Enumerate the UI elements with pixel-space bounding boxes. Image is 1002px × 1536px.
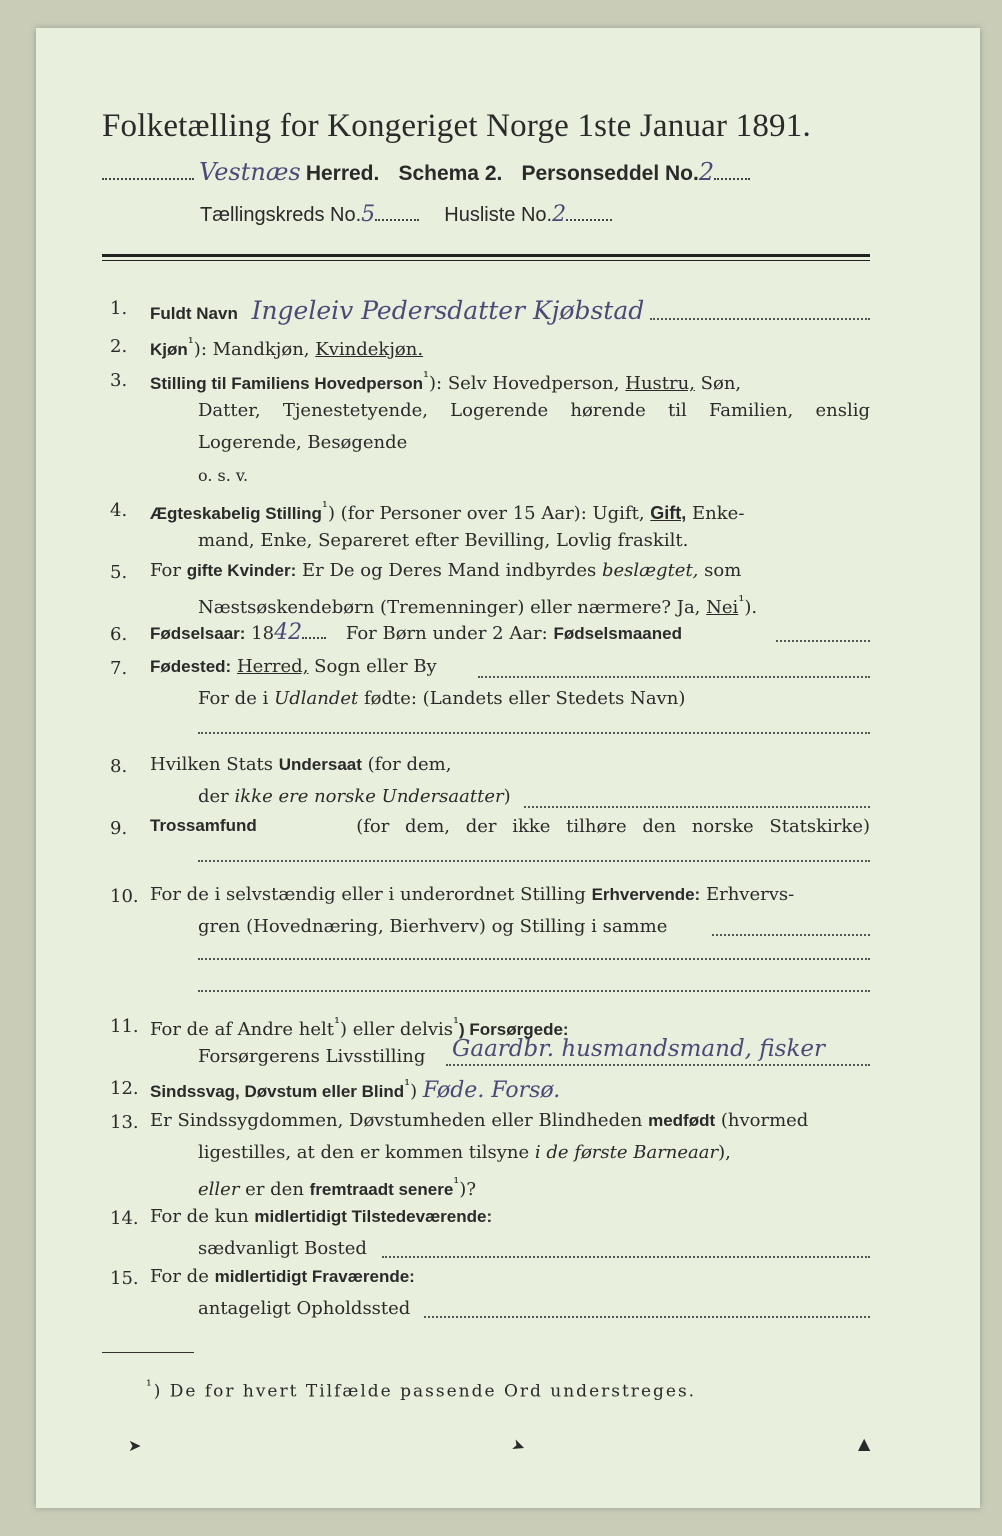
item-15 [150,1266,415,1287]
birth-year-label: Fødselsaar: [150,624,246,643]
item-3: Stilling til Familiens Hovedperson$^{^1}$): Selv Hovedperson, Hustru, Søn, [150,368,742,394]
item-text: For de kun [150,1206,249,1227]
dependents-label: ) Forsørgede: [459,1020,569,1039]
dotted-line [382,1256,870,1258]
dotted-line [566,218,612,221]
item-text: For Børn under 2 Aar: [345,623,548,644]
item-text: For de af Andre helt [150,1019,335,1040]
item-text: (for dem, [367,754,452,775]
item-3-line2: Datter, Tjenestetyende, Logerende hørende til Familien, enslig [198,400,870,421]
item-text: ), [718,1142,731,1163]
item-number: 11. [110,1016,139,1037]
birthplace-label: Fødested: [150,657,232,676]
footnote [146,1378,696,1402]
item-text: (for dem, der ikke tilhøre den norske Statskirke) [356,816,870,837]
item-6 [150,620,682,645]
item-2 [150,334,423,360]
dotted-line [198,860,870,862]
form-title: Folketælling for Kongeriget Norge 1ste Januar 1891. [102,108,811,144]
gender-options: ): Mandkjøn, [193,339,310,360]
religion-label: Trossamfund [150,816,257,835]
item-15-line2: antageligt Opholdssted [198,1298,411,1319]
item-number: 2. [110,336,128,357]
congenital-label: medfødt [648,1111,716,1130]
item-10 [150,884,794,905]
temporary-present-label: midlertidigt Tilstedeværende: [254,1207,493,1226]
birthplace-selected: Herred, [236,656,309,677]
item-text: ): Selv Hovedperson, [429,373,620,394]
gender-selected: Kvindekjøn. [315,339,424,360]
item-text: ) [503,786,511,807]
item-text: Er De og Deres Mand indbyrdes [301,560,597,581]
gender-label: Kjøn [150,340,188,359]
header-rule [102,254,870,257]
birth-month-label: Fødselsmaaned [553,624,682,643]
personseddel-value: 2 [698,158,715,186]
temporary-absent-label: midlertidigt Fraværende: [214,1267,415,1286]
marital-status-selected: Gift, [650,503,687,523]
item-text: ligestilles, at den er kommen tilsyne [198,1142,530,1163]
herred-value: Vestnæs [199,158,301,186]
item-number: 5. [110,562,128,583]
citizenship-label: Undersaat [278,755,362,774]
husliste-value: 2 [552,202,567,227]
item-13-line3: eller er den fremtraadt senere$^{^1}$)? [198,1174,476,1200]
item-number: 10. [110,886,139,907]
item-text: Hvilken Stats [150,754,274,775]
dotted-line [446,1064,870,1066]
item-14-line2: sædvanligt Bosted [198,1238,367,1259]
item-number: 8. [110,756,128,777]
item-number: 1. [110,298,128,319]
item-12: Sindssvag, Døvstum eller Blind$^{^1}$) Føde. Forsø. [150,1076,561,1103]
husliste-label: Husliste No. [444,204,553,226]
item-3-line3: Logerende, Besøgende [198,432,408,453]
item-text: i de første Barneaar [534,1142,719,1163]
item-number: 15. [110,1268,139,1289]
schema-label: Schema 2. [398,162,503,185]
item-text: For de [150,1266,209,1287]
later-onset-label: fremtraadt senere [309,1180,454,1199]
full-name-label: Fuldt Navn [150,304,238,323]
item-14 [150,1206,492,1227]
item-text: eller [198,1179,240,1200]
item-text: ) eller delvis [340,1019,454,1040]
item-13-line2 [198,1142,731,1163]
item-1 [150,296,644,325]
item-number: 6. [110,624,128,645]
dotted-line [650,318,870,320]
item-5 [150,560,741,581]
family-position-label: Stilling til Familiens Hovedperson [150,374,423,393]
item-text: ). [744,597,758,618]
item-text: ikke ere norske Undersaatter [234,786,504,807]
dotted-line [524,806,870,808]
item-number: 9. [110,818,128,839]
item-text: der [198,786,229,807]
item-text: Erhvervs- [705,884,795,905]
dotted-line [302,636,326,639]
register-mark-icon: ➤ [128,1436,142,1455]
dotted-line [198,732,870,734]
item-13 [150,1110,808,1131]
dotted-line [424,1316,870,1318]
item-text: Sogn eller By [314,656,437,677]
dotted-line [102,177,194,180]
dotted-line [712,934,870,936]
marital-status-label: Ægteskabelig Stilling [150,504,322,523]
item-text: For [150,560,181,581]
kreds-value: 5 [361,202,376,227]
item-text: er den [245,1179,304,1200]
kreds-label: Tællingskreds No. [200,204,362,226]
item-9 [150,816,870,837]
item-text: ) [410,1081,418,1102]
herred-label: Herred. [305,162,380,185]
dotted-line [714,177,750,180]
disability-label: Sindssvag, Døvstum eller Blind [150,1082,405,1101]
footnote-rule [102,1352,194,1353]
item-4: Ægteskabelig Stilling$^{^1}$) (for Personer over 15 Aar): Ugift, Gift, Enke- [150,498,745,524]
full-name-value: Ingeleiv Pedersdatter Kjøbstad [251,296,645,325]
item-number: 14. [110,1208,139,1229]
item-number: 4. [110,500,128,521]
register-mark-icon: ▲ [858,1434,871,1453]
item-number: 7. [110,658,128,679]
register-mark-icon: ➤ [509,1434,529,1457]
item-text: Er Sindssygdommen, Døvstumheden eller Blindheden [150,1110,643,1131]
item-10-line2: gren (Hovednæring, Bierhverv) og Stilling i samme [198,916,668,937]
dotted-line [776,640,870,642]
dotted-line [478,676,870,678]
item-text: For de i selvstændig eller i underordnet Stilling [150,884,586,905]
dotted-line [375,218,419,221]
item-text: Forsørgerens Livsstilling [198,1046,426,1067]
footnote-mark: ¹ [187,334,194,352]
item-8-line2 [198,786,511,807]
item-11-line2 [198,1046,425,1067]
item-text: fødte: (Landets eller Stedets Navn) [363,688,686,709]
item-text: For de i [198,688,269,709]
item-text: (hvormed [720,1110,809,1131]
item-7-line2 [198,688,685,709]
item-3-line4: o. s. v. [198,466,249,485]
item-text: Udlandet [274,688,359,709]
birth-year-value: 42 [274,620,303,645]
item-text: )? [459,1179,476,1200]
item-text: som [704,560,742,581]
item-11: For de af Andre helt$^{^1}$) eller delvis$^{^1}$) Forsørgede: [150,1014,569,1040]
married-women-label: gifte Kvinder: [186,561,297,580]
item-text: Enke- [692,503,745,524]
item-8 [150,754,451,775]
family-position-selected: Hustru, [625,373,695,394]
provider-occupation-value: Gaardbr. husmandsmand, fisker [452,1036,825,1062]
disability-value: Føde. Forsø. [422,1078,561,1103]
item-text: Næstsøskendebørn (Tremenninger) eller nærmere? Ja, [198,597,701,618]
item-7 [150,656,437,677]
item-5-line2: Næstsøskendebørn (Tremenninger) eller nærmere? Ja, Nei$^{^1}$). [198,592,758,618]
item-text: beslægtet, [601,560,699,581]
item-text: ) (for Personer over 15 Aar): Ugift, [327,503,645,524]
item-number: 13. [110,1112,139,1133]
kinship-selected: Nei [706,597,739,618]
header-rule-thin [102,260,870,261]
item-text: Søn, [700,373,742,394]
header-line-herred [102,158,872,186]
birth-year-prefix: 18 [251,623,275,644]
item-4-line2: mand, Enke, Separeret efter Bevilling, Lovlig fraskilt. [198,530,689,551]
header-line-kreds [200,202,612,227]
dotted-line [198,990,870,992]
item-number: 3. [110,370,128,391]
item-number: 12. [110,1078,139,1099]
personseddel-label: Personseddel No. [521,162,699,185]
occupation-label: Erhvervende: [591,885,701,904]
footnote-text: ) De for hvert Tilfælde passende Ord understreges. [153,1381,697,1402]
footnote-mark: ¹ [146,1378,154,1394]
dotted-line [198,958,870,960]
